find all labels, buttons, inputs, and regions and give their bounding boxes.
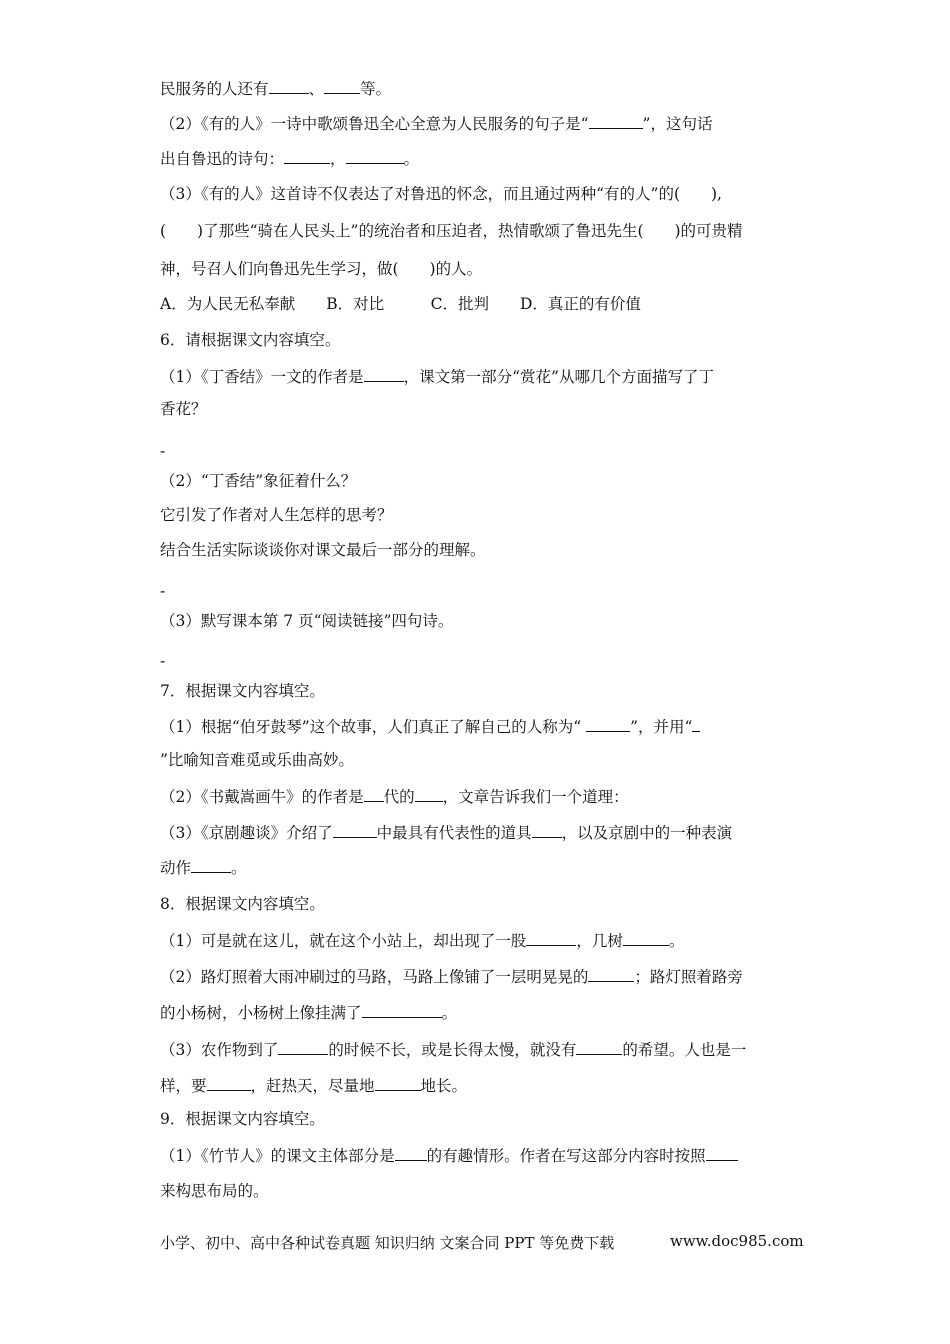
answer-blank (364, 366, 404, 382)
answer-blank (706, 1145, 738, 1161)
footer-url: www.doc985.com (670, 1232, 804, 1250)
text-line: （1）根据“伯牙鼓琴”这个故事，人们真正了解自己的人称为“ ”，并用“ (160, 716, 700, 737)
text-line: ”比喻知音难觅或乐曲高妙。 (160, 751, 354, 769)
answer-blank (576, 1039, 622, 1055)
question-heading: 8．根据课文内容填空。 (160, 895, 325, 913)
answer-blank (589, 113, 643, 129)
text-line: 样，要 ，赶热天，尽量地 地长。 (160, 1077, 468, 1095)
answer-blank (526, 930, 576, 946)
text-line: 出自鲁迅的诗句： ， 。 (160, 150, 420, 168)
dash-mark: - (160, 652, 166, 670)
answer-blank (191, 857, 231, 873)
answer-blank (346, 148, 404, 164)
answer-blank (395, 1145, 427, 1161)
dash-mark: - (160, 442, 166, 460)
text-line: 来构思布局的。 (160, 1182, 269, 1200)
text-line: 香花？ (160, 400, 207, 418)
text-line: （3）《京剧趣谈》介绍了 中最具有代表性的道具 ，以及京剧中的一种表演 (160, 824, 733, 842)
text-line: ( )了那些“骑在人民头上”的统治者和压迫者，热情歌颂了鲁迅先生( )的可贵精 (160, 222, 743, 240)
text-line: 它引发了作者对人生怎样的思考？ (160, 506, 393, 524)
answer-blank (362, 1002, 442, 1018)
answer-blank (588, 966, 634, 982)
question-heading: 6．请根据课文内容填空。 (160, 331, 341, 349)
text-line: 的小杨树，小杨树上像挂满了 。 (160, 1004, 458, 1022)
footer-text: 小学、初中、高中各种试卷真题 知识归纳 文案合同 PPT 等免费下载 (160, 1234, 615, 1252)
question-heading: 9．根据课文内容填空。 (160, 1110, 325, 1128)
text-line: 神，号召人们向鲁迅先生学习，做( )的人。 (160, 260, 483, 278)
text-line: （2）“丁香结”象征着什么？ (160, 472, 357, 490)
answer-blank (207, 1075, 251, 1091)
text-line: 民服务的人还有 、 等。 (160, 80, 392, 98)
dash-mark: - (160, 582, 166, 600)
text-line: （1）《竹节人》的课文主体部分是 的有趣情形。作者在写这部分内容时按照 (160, 1145, 738, 1166)
text-line: （2）路灯照着大雨冲刷过的马路，马路上像铺了一层明晃晃的 ；路灯照着路旁 (160, 968, 743, 986)
answer-blank (586, 716, 630, 732)
answer-blank (415, 786, 443, 802)
answer-blank (623, 930, 669, 946)
question-heading: 7．根据课文内容填空。 (160, 682, 325, 700)
text-line: （1）《丁香结》一文的作者是 ，课文第一部分“赏花”从哪几个方面描写了丁 (160, 368, 714, 386)
answer-blank (284, 148, 330, 164)
answer-blank (269, 78, 309, 94)
answer-blank (692, 716, 700, 732)
answer-blank (375, 1075, 421, 1091)
text-line: （3）农作物到了 的时候不长，或是长得太慢，就没有 的希望。人也是一 (160, 1041, 747, 1059)
text-line: （1）可是就在这儿，就在这个小站上，却出现了一股 ，几树 。 (160, 932, 685, 950)
answer-blank (364, 786, 384, 802)
text-line: （3）默写课本第 7 页“阅读链接”四句诗。 (160, 612, 454, 630)
answer-blank (324, 78, 360, 94)
text-line: 动作 。 (160, 859, 247, 877)
text-line: （3）《有的人》这首诗不仅表达了对鲁迅的怀念，而且通过两种“有的人”的( ), (160, 185, 722, 203)
options-line: A．为人民无私奉献 B．对比 C．批判 D．真正的有价值 (160, 295, 641, 313)
text-line: 结合生活实际谈谈你对课文最后一部分的理解。 (160, 541, 486, 559)
answer-blank (333, 822, 377, 838)
answer-blank (532, 822, 562, 838)
text-line: （2）《书戴嵩画牛》的作者是 代的 ，文章告诉我们一个道理： (160, 788, 629, 806)
text-line: （2）《有的人》一诗中歌颂鲁迅全心全意为人民服务的句子是“ ”，这句话 (160, 115, 713, 133)
answer-blank (278, 1039, 328, 1055)
